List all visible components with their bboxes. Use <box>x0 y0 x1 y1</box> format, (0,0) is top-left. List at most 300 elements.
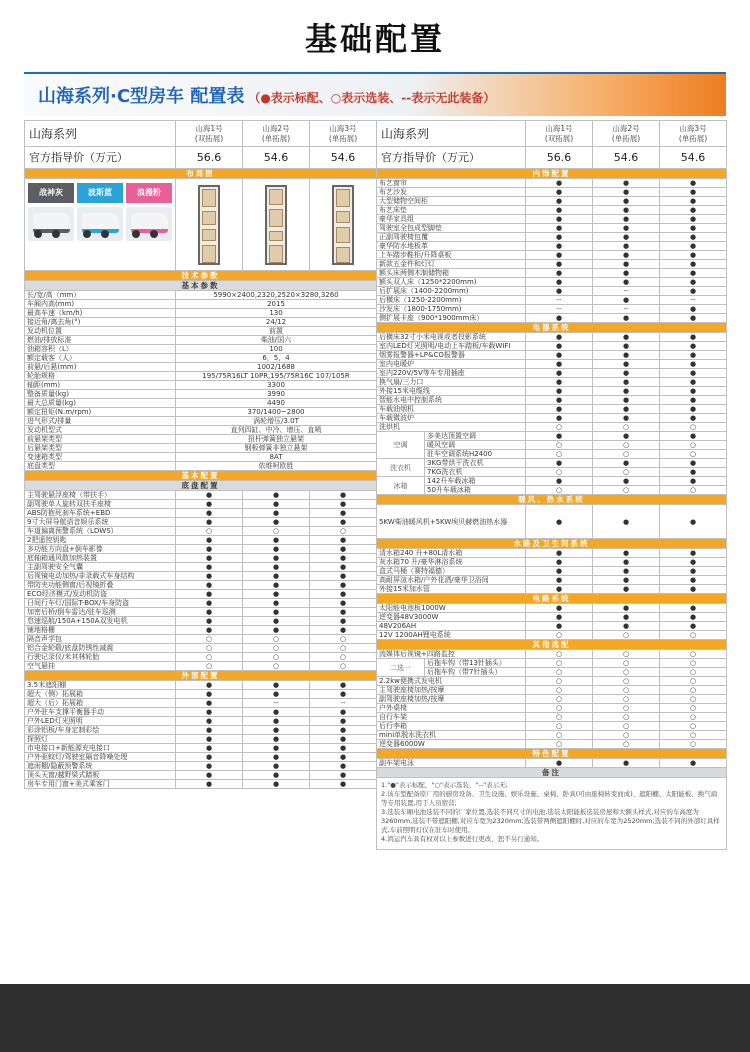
availability-mark: ● <box>526 558 593 567</box>
spec-value: 2015 <box>176 300 377 309</box>
feature-label: 2把遥控钥匙 <box>25 536 176 545</box>
feature-label: 换气扇/三力口 <box>377 378 526 387</box>
availability-mark: ● <box>176 572 243 581</box>
availability-mark: ● <box>243 590 310 599</box>
rv-color-image <box>126 207 172 241</box>
floor-plan-image <box>243 180 309 270</box>
availability-mark: ● <box>176 708 243 717</box>
feature-label: 后横床（1250-2200mm) <box>377 296 526 305</box>
price-value: 54.6 <box>243 147 310 169</box>
availability-mark: ● <box>593 558 660 567</box>
feature-label: 142升车载冰箱 <box>425 477 526 486</box>
availability-mark: ● <box>660 224 727 233</box>
availability-mark: ● <box>593 576 660 585</box>
spec-value: 3300 <box>176 381 377 390</box>
feature-label: ABS防抱死刹车系统+EBD <box>25 509 176 518</box>
availability-mark: ● <box>176 681 243 690</box>
availability-mark: ● <box>660 242 727 251</box>
availability-mark: ● <box>176 699 243 708</box>
availability-mark: ● <box>593 269 660 278</box>
availability-mark: ● <box>176 744 243 753</box>
feature-label: ECO经济模式/发动机防盗 <box>25 590 176 599</box>
availability-mark: ○ <box>526 704 593 713</box>
availability-mark: ● <box>660 251 727 260</box>
availability-mark: ○ <box>660 659 727 668</box>
feature-label: 沙发床（1800-1750mm) <box>377 305 526 314</box>
availability-mark: ● <box>526 759 593 768</box>
availability-mark: ● <box>176 735 243 744</box>
availability-mark: ● <box>593 459 660 468</box>
availability-mark: ● <box>660 342 727 351</box>
availability-mark: ● <box>660 215 727 224</box>
availability-mark: ● <box>593 197 660 206</box>
feature-label: 户外驻车支撑平衡器手动 <box>25 708 176 717</box>
availability-mark: ● <box>176 491 243 500</box>
feature-label: 50升车载冰箱 <box>425 486 526 495</box>
feature-label: 副驾驶单人旋转双扶手座椅 <box>25 500 176 509</box>
feature-label: 9寸大屏导航语音娱乐系统 <box>25 518 176 527</box>
availability-mark: ○ <box>526 486 593 495</box>
section-header: 内饰配置 <box>377 169 727 179</box>
availability-mark: ● <box>660 197 727 206</box>
availability-mark: ● <box>660 396 727 405</box>
availability-mark: ● <box>310 681 377 690</box>
availability-mark: ○ <box>593 740 660 749</box>
availability-mark: ● <box>310 753 377 762</box>
availability-mark: ● <box>243 518 310 527</box>
availability-mark: ● <box>176 780 243 789</box>
availability-mark: ● <box>176 554 243 563</box>
feature-label: 驾驶室全包成型脚垫 <box>377 224 526 233</box>
availability-mark: ○ <box>660 740 727 749</box>
section-header: 电器系统 <box>377 323 727 333</box>
availability-mark: ● <box>243 726 310 735</box>
availability-mark: ● <box>526 278 593 287</box>
availability-mark: ● <box>593 613 660 622</box>
color-options <box>25 179 176 271</box>
availability-mark: -- <box>310 699 377 708</box>
availability-mark: ● <box>593 342 660 351</box>
feature-label: 顶头天窗/越野梁式踏板 <box>25 771 176 780</box>
availability-mark: ● <box>593 314 660 323</box>
group-label: 二选一 <box>377 659 425 677</box>
spec-value: 依维柯欧胜 <box>176 462 377 471</box>
availability-mark: ● <box>243 545 310 554</box>
availability-mark: ● <box>593 333 660 342</box>
spec-label: 发动机位置 <box>25 327 176 336</box>
spec-value: 6，5，4 <box>176 354 377 363</box>
availability-mark: ● <box>660 287 727 296</box>
feature-label: mini单脱水洗衣机 <box>377 731 526 740</box>
feature-label: 后拖车钩（带13针插头） <box>425 659 526 668</box>
availability-mark: ● <box>660 613 727 622</box>
availability-mark: ● <box>310 771 377 780</box>
feature-label: 户外桌椅 <box>377 704 526 713</box>
availability-mark: ● <box>660 405 727 414</box>
availability-mark: ○ <box>593 423 660 432</box>
availability-mark: ● <box>660 333 727 342</box>
spec-label: 最高车速（km/h) <box>25 309 176 318</box>
banner-title: 山海系列·C型房车 配置表 （●表示标配、○表示选装、--表示无此装备） <box>38 86 496 107</box>
availability-mark: ● <box>593 396 660 405</box>
availability-mark: ● <box>660 378 727 387</box>
availability-mark: ● <box>243 599 310 608</box>
availability-mark: ○ <box>660 686 727 695</box>
availability-mark: ● <box>176 590 243 599</box>
availability-mark: ● <box>176 717 243 726</box>
legend-note: （●表示标配、○表示选装、--表示无此装备） <box>248 91 496 105</box>
availability-mark: ○ <box>310 644 377 653</box>
feature-label: 后横床32寸小米电视或者投影系统 <box>377 333 526 342</box>
model-header: 山海2号 (单拓展) <box>243 121 310 147</box>
config-table-left <box>24 120 377 789</box>
feature-label: 外接15米电缆线 <box>377 387 526 396</box>
availability-mark: ● <box>593 414 660 423</box>
feature-label: 多功能方向盘+倒车影像 <box>25 545 176 554</box>
availability-mark: ○ <box>526 650 593 659</box>
availability-mark: ● <box>660 188 727 197</box>
feature-label: 市电接口+新能源充电接口 <box>25 744 176 753</box>
availability-mark: ● <box>526 378 593 387</box>
rv-color-image <box>28 207 74 241</box>
feature-label: 加密后桥/倒车雷达/驻车巡测 <box>25 608 176 617</box>
feature-label: 主副驾驶安全气囊 <box>25 563 176 572</box>
feature-label: 3.5米遮阳棚 <box>25 681 176 690</box>
feature-label: 灰水箱70 升/豪华淋浴系统 <box>377 558 526 567</box>
availability-mark: -- <box>243 699 310 708</box>
spec-value: 4490 <box>176 399 377 408</box>
availability-mark: ● <box>243 717 310 726</box>
feature-label: 新款五金件和灯灯 <box>377 260 526 269</box>
availability-mark: ● <box>526 369 593 378</box>
availability-mark: ○ <box>593 650 660 659</box>
availability-mark: ● <box>526 342 593 351</box>
availability-mark: ○ <box>526 740 593 749</box>
availability-mark: ○ <box>660 704 727 713</box>
availability-mark: ● <box>310 717 377 726</box>
availability-mark: ● <box>526 197 593 206</box>
availability-mark: ● <box>310 762 377 771</box>
availability-mark: ● <box>243 536 310 545</box>
spec-value: 3990 <box>176 390 377 399</box>
availability-mark: ● <box>660 260 727 269</box>
section-header: 底盘配置 <box>25 481 377 491</box>
availability-mark: ● <box>660 604 727 613</box>
layout-cell <box>243 179 310 271</box>
availability-mark: ● <box>593 206 660 215</box>
availability-mark: ● <box>176 771 243 780</box>
feature-label: 室内220V/5V等车专用插座 <box>377 369 526 378</box>
availability-mark: ● <box>660 622 727 631</box>
feature-label: 室内电暖炉 <box>377 360 526 369</box>
feature-label: 车载微波炉 <box>377 414 526 423</box>
section-header: 基本参数 <box>25 281 377 291</box>
availability-mark: ● <box>526 179 593 188</box>
availability-mark: ● <box>526 576 593 585</box>
feature-label: 后视镜电动加热/非录载式车身结构 <box>25 572 176 581</box>
availability-mark: ● <box>593 278 660 287</box>
section-header: 其他选配 <box>377 640 727 650</box>
availability-mark: ● <box>593 387 660 396</box>
spec-value: 195/75R16LT 10PR,195/75R16C 107/105R <box>176 372 377 381</box>
feature-label: 豪华防水地板革 <box>377 242 526 251</box>
availability-mark: ○ <box>176 653 243 662</box>
availability-mark: ○ <box>660 722 727 731</box>
availability-mark: ○ <box>593 486 660 495</box>
feature-label: 侧扩展卡座（900*1900mm床） <box>377 314 526 323</box>
availability-mark: ● <box>310 509 377 518</box>
availability-mark: ● <box>526 432 593 441</box>
availability-mark: ● <box>660 558 727 567</box>
availability-mark: ○ <box>176 662 243 671</box>
feature-label: 清水箱240 升+80L清水箱 <box>377 549 526 558</box>
feature-label: 上车踏步鞋柜/升降桌板 <box>377 251 526 260</box>
availability-mark: ● <box>176 509 243 518</box>
availability-mark: ○ <box>176 527 243 536</box>
availability-mark: ○ <box>660 450 727 459</box>
spec-value: 1002/1688 <box>176 363 377 372</box>
availability-mark: ○ <box>593 704 660 713</box>
feature-label: 烟雾报警器+LP&CO报警器 <box>377 351 526 360</box>
availability-mark: ● <box>526 333 593 342</box>
availability-mark: ● <box>176 753 243 762</box>
feature-label: 高耐屏渲水箱/户外花洒/豪华卫浴间 <box>377 576 526 585</box>
feature-label: 3KG带烘干洗衣机 <box>425 459 526 468</box>
section-header: 技术参数 <box>25 271 377 281</box>
availability-mark: ● <box>243 626 310 635</box>
availability-mark: ● <box>593 759 660 768</box>
availability-mark: ● <box>176 608 243 617</box>
price-label: 官方指导价（万元） <box>25 147 176 169</box>
notes-block <box>377 778 727 850</box>
color-swatch: 波斯蓝 <box>77 183 123 203</box>
availability-mark: ● <box>593 585 660 594</box>
feature-label: 多美达顶置空调 <box>425 432 526 441</box>
availability-mark: -- <box>526 305 593 314</box>
availability-mark: ● <box>593 251 660 260</box>
feature-label: 户外LED灯光照明 <box>25 717 176 726</box>
availability-mark: ● <box>660 477 727 486</box>
availability-mark: ○ <box>310 653 377 662</box>
availability-mark: ○ <box>660 668 727 677</box>
section-header: 电路系统 <box>377 594 727 604</box>
availability-mark: ● <box>176 500 243 509</box>
note-line: 1."●"表示标配，"○"表示选装，"--"表示无; <box>381 781 508 789</box>
feature-label: 副驾驶座椅加热/按摩 <box>377 695 526 704</box>
availability-mark: ● <box>593 549 660 558</box>
section-header: 暖风、热水系统 <box>377 495 727 505</box>
section-header: 特色配置 <box>377 749 727 759</box>
availability-mark: ● <box>526 260 593 269</box>
availability-mark: ○ <box>593 441 660 450</box>
feature-label: 行驶记录仪/米其林轮胎 <box>25 653 176 662</box>
availability-mark: ○ <box>593 713 660 722</box>
feature-label: 驻车空调系统H2400 <box>425 450 526 459</box>
availability-mark: ● <box>593 477 660 486</box>
availability-mark: ○ <box>593 631 660 640</box>
availability-mark: ● <box>660 576 727 585</box>
feature-label: 车道偏离预警系统（LDWS） <box>25 527 176 536</box>
floor-plan-image <box>310 180 376 270</box>
note-line: 4.鸿运汽车具有权对以上参数进行更改，恕不另行通知。 <box>381 835 544 843</box>
model-header: 山海2号 (单拓展) <box>593 121 660 147</box>
availability-mark: ● <box>243 690 310 699</box>
availability-mark: ○ <box>660 731 727 740</box>
feature-label: 彩涂铝板/车身定制彩绘 <box>25 726 176 735</box>
feature-label: 铝合金轮毂/底盘防锈性减震 <box>25 644 176 653</box>
availability-mark: ● <box>660 351 727 360</box>
availability-mark: ○ <box>243 527 310 536</box>
price-value: 54.6 <box>310 147 377 169</box>
availability-mark: ● <box>310 554 377 563</box>
floor-plan-image <box>176 180 242 270</box>
spec-value: 直列四缸、中冷、增压、直喷 <box>176 426 377 435</box>
availability-mark: ● <box>310 572 377 581</box>
availability-mark: ● <box>593 369 660 378</box>
availability-mark: ● <box>243 554 310 563</box>
feature-label: 太阳能电池板1000W <box>377 604 526 613</box>
availability-mark: ● <box>593 567 660 576</box>
spec-value: 8AT <box>176 453 377 462</box>
price-label: 官方指导价（万元） <box>377 147 526 169</box>
availability-mark: ● <box>310 590 377 599</box>
spec-value: 前置 <box>176 327 377 336</box>
availability-mark: ● <box>526 459 593 468</box>
availability-mark: ○ <box>593 659 660 668</box>
feature-label: 房车专用门窗+美式乘客门 <box>25 780 176 789</box>
availability-mark: ○ <box>660 677 727 686</box>
price-value: 54.6 <box>660 147 727 169</box>
availability-mark: ○ <box>593 677 660 686</box>
note-line: 2.该车型配备原厂用的厨房设备、卫生设施、娱乐设施、桌椅、卧具(可由座椅转变而成)、遮阳棚、太阳能板、换气扇等专用装置,用于人员宿营; <box>381 790 718 807</box>
spec-label: 车厢内高(mm) <box>25 300 176 309</box>
availability-mark: ● <box>660 387 727 396</box>
spec-label: 前悬/后悬(mm) <box>25 363 176 372</box>
availability-mark: ● <box>526 604 593 613</box>
feature-label: 底轴箱通风散加热装置 <box>25 554 176 563</box>
feature-label: 主驾驶悬浮座椅（带扶手） <box>25 491 176 500</box>
availability-mark: ○ <box>176 644 243 653</box>
model-header: 山海1号 (双拓展) <box>526 121 593 147</box>
spec-label: 进气形式/排量 <box>25 417 176 426</box>
availability-mark: ● <box>526 242 593 251</box>
availability-mark: ● <box>243 744 310 753</box>
availability-mark: ● <box>310 735 377 744</box>
availability-mark: ● <box>310 708 377 717</box>
feature-label: 主驾驶座椅加热/按摩 <box>377 686 526 695</box>
feature-label: 布艺沙发 <box>377 188 526 197</box>
availability-mark: ○ <box>593 722 660 731</box>
availability-mark: ● <box>310 726 377 735</box>
feature-label: 布艺床垫 <box>377 206 526 215</box>
series-name: 山海系列 <box>377 121 526 147</box>
availability-mark: ● <box>243 780 310 789</box>
color-swatch: 浪漫粉 <box>126 183 172 203</box>
availability-mark: -- <box>593 287 660 296</box>
feature-label: 后行李箱 <box>377 722 526 731</box>
availability-mark: ● <box>526 251 593 260</box>
feature-label: 超大（侧）拓展箱 <box>25 690 176 699</box>
availability-mark: ● <box>660 314 727 323</box>
section-header: 备注 <box>377 768 727 778</box>
config-banner <box>24 72 726 116</box>
availability-mark: ● <box>660 233 727 242</box>
availability-mark: ○ <box>526 450 593 459</box>
availability-mark: ● <box>526 396 593 405</box>
feature-label: 7KG洗衣机 <box>425 468 526 477</box>
spec-value: 100 <box>176 345 377 354</box>
feature-label: 流媒体后视镜+四路监控 <box>377 650 526 659</box>
spec-label: 额定载客（人） <box>25 354 176 363</box>
availability-mark: -- <box>526 296 593 305</box>
availability-mark: ● <box>176 726 243 735</box>
feature-label: 车载油烟机 <box>377 405 526 414</box>
feature-label: 暖风空调 <box>425 441 526 450</box>
availability-mark: ● <box>660 567 727 576</box>
availability-mark: ● <box>243 491 310 500</box>
availability-mark: ● <box>176 762 243 771</box>
availability-mark: ● <box>593 296 660 305</box>
availability-mark: ● <box>593 188 660 197</box>
availability-mark: ○ <box>526 713 593 722</box>
availability-mark: ○ <box>310 527 377 536</box>
feature-label: 铺地格栅 <box>25 626 176 635</box>
layout-cell <box>176 179 243 271</box>
availability-mark: ● <box>243 735 310 744</box>
spec-label: 前悬架类型 <box>25 435 176 444</box>
availability-mark: ● <box>593 378 660 387</box>
feature-label: 豪华家具组 <box>377 215 526 224</box>
availability-mark: ● <box>310 518 377 527</box>
availability-mark: ● <box>660 505 727 539</box>
availability-mark: ● <box>526 613 593 622</box>
rv-color-image <box>77 207 123 241</box>
availability-mark: ○ <box>660 631 727 640</box>
availability-mark: ● <box>593 432 660 441</box>
availability-mark: ○ <box>593 468 660 477</box>
availability-mark: ● <box>310 491 377 500</box>
feature-label: 副车架电泳 <box>377 759 526 768</box>
availability-mark: ● <box>660 432 727 441</box>
availability-mark: ● <box>660 459 727 468</box>
page-title: 基础配置 <box>304 20 445 58</box>
availability-mark: ● <box>660 305 727 314</box>
availability-mark: ● <box>176 536 243 545</box>
availability-mark: ● <box>526 405 593 414</box>
availability-mark: ● <box>593 179 660 188</box>
availability-mark: ● <box>593 224 660 233</box>
availability-mark: ● <box>660 369 727 378</box>
availability-mark: ● <box>593 360 660 369</box>
model-header: 山海3号 (单拓展) <box>310 121 377 147</box>
availability-mark: ● <box>593 215 660 224</box>
feature-label: 日间行车灯/国际T-BOX/车身防盗 <box>25 599 176 608</box>
spec-label: 底盘类型 <box>25 462 176 471</box>
spec-label: 变速箱类型 <box>25 453 176 462</box>
availability-mark: ● <box>593 242 660 251</box>
feature-label: 外接15米加水管 <box>377 585 526 594</box>
group-label: 洗衣机 <box>377 459 425 477</box>
availability-mark: ● <box>310 744 377 753</box>
spec-label: 整备质量(kg) <box>25 390 176 399</box>
availability-mark: ● <box>526 360 593 369</box>
model-header: 山海3号 (单拓展) <box>660 121 727 147</box>
availability-mark: ● <box>593 233 660 242</box>
availability-mark: ● <box>176 626 243 635</box>
availability-mark: ○ <box>176 635 243 644</box>
spec-label: 燃油/排放标准 <box>25 336 176 345</box>
availability-mark: ● <box>526 567 593 576</box>
